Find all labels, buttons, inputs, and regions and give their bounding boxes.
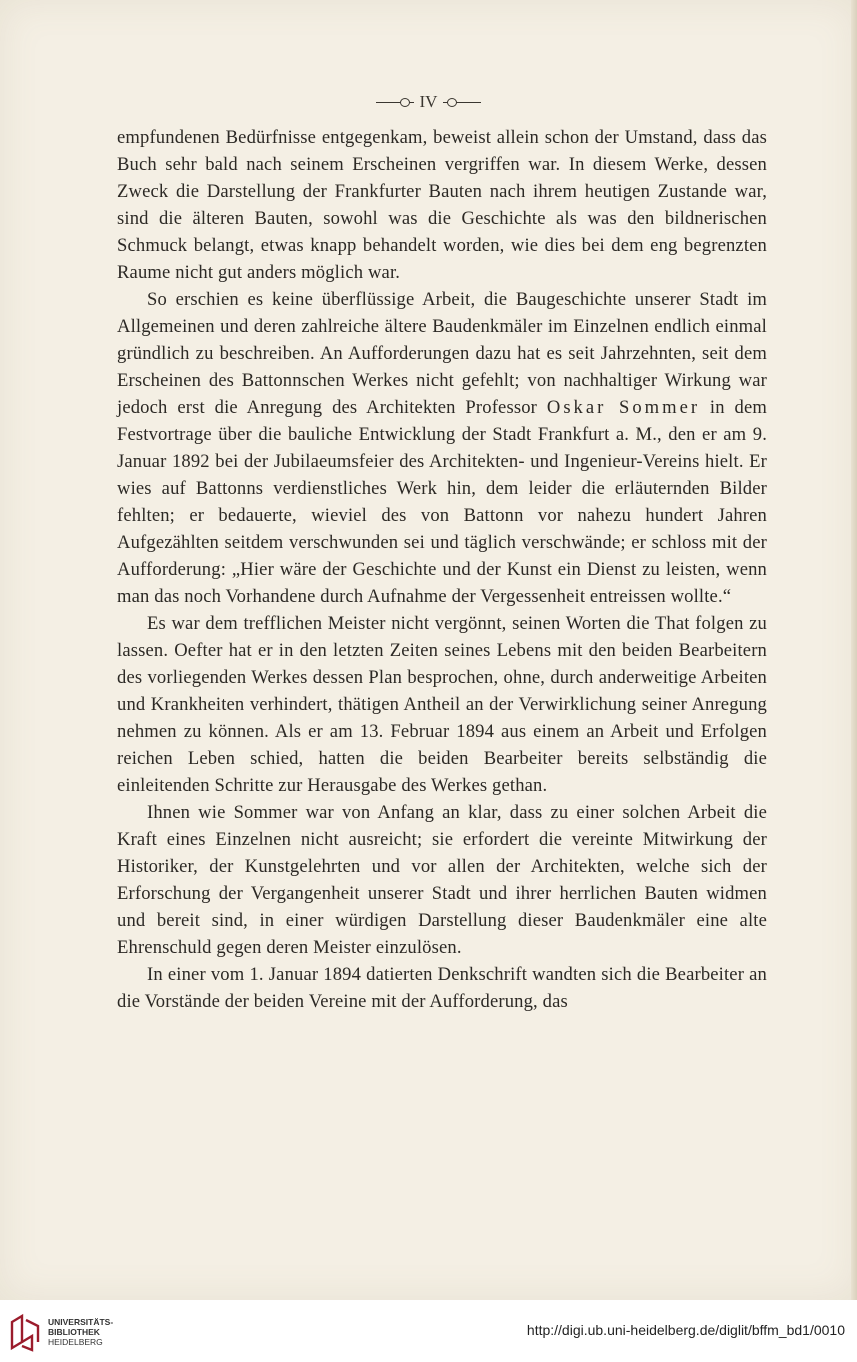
library-name-line-3: HEIDELBERG	[48, 1337, 103, 1347]
body-text	[117, 124, 767, 1015]
paragraph-3: Es war dem trefflichen Meister nicht vergönnt, seinen Worten die That folgen zu lassen. Oefter hat er in den letzten Zeiten seines Lebens mit den beiden Bearbeitern des vorliegenden Werkes dessen Plan besprochen, ohne, durch anderweitige Arbeiten und Krankheiten verhindert, thätigen Antheil an der Verwirklichung seiner Anregung nehmen zu können. Als er am 13. Februar 1894 aus einem an Arbeit und Erfolgen reichen Leben schied, hatten die beiden Bearbeiter bereits selbständig die einleitenden Schritte zur Herausgabe des Werkes gethan.	[117, 613, 767, 796]
paragraph-2	[117, 286, 767, 610]
viewer-footer	[0, 1300, 857, 1362]
ornament-left-icon	[376, 97, 414, 107]
permalink-url[interactable]: http://digi.ub.uni-heidelberg.de/diglit/bffm_bd1/0010	[526, 1322, 845, 1338]
paragraph-5: In einer vom 1. Januar 1894 datierten Denkschrift wandten sich die Bearbeiter an die Vorstände der beiden Vereine mit der Aufforderung, das	[117, 964, 767, 1012]
library-name	[48, 1317, 113, 1347]
paragraph-4: Ihnen wie Sommer war von Anfang an klar, dass zu einer solchen Arbeit die Kraft eines Einzelnen nicht ausreicht; sie erfordert die vereinte Mitwirkung der Historiker, der Kunstgelehrten und vor allen der Architekten, welche sich der Erforschung der Vergangenheit unserer Stadt und ihrer herrlichen Bauten widmen und bereit sind, in einer würdigen Darstellung dieser Baudenkmäler eine alte Ehrenschuld gegen deren Meister einzulösen.	[117, 802, 767, 958]
university-library-logo-icon	[8, 1312, 42, 1352]
library-name-line-1: UNIVERSITÄTS-	[48, 1317, 114, 1327]
page-number: IV	[419, 92, 438, 111]
library-name-line-2: BIBLIOTHEK	[48, 1327, 100, 1337]
page-header	[0, 92, 857, 112]
ornament-right-icon	[443, 97, 481, 107]
paragraph-2-end: in dem Festvortrage über die bauliche Entwicklung der Stadt Frankfurt a. M., den er am 9. Januar 1892 bei der Jubilaeumsfeier des Architekten- und Ingenieur-Vereins hielt. Er wies auf Battonns verdienstliches Werk hin, dem leider die erläuternden Bilder fehlten; er bedauerte, wieviel des von Battonn vor nahezu hundert Jahren Aufgezählten seitdem verschwunden sei und täglich verschwände; er schloss mit der Aufforderung: „Hier wäre der Geschichte und der Kunst ein Dienst zu leisten, wenn man das noch Vorhandene durch Aufnahme der Vergessenheit entreissen wollte.“	[117, 397, 767, 607]
paragraph-1: empfundenen Bedürfnisse entgegenkam, beweist allein schon der Umstand, dass das Buch sehr bald nach seinem Erscheinen vergriffen war. In diesem Werke, dessen Zweck die Darstellung der Frankfurter Bauten nach ihrem heutigen Zustande war, sind die älteren Bauten, sowohl was die Geschichte als was den bildnerischen Schmuck belangt, etwas knapp behandelt worden, wie dies bei dem eng begrenzten Raume nicht gut anders möglich war.	[117, 127, 767, 283]
spaced-name: Oskar Sommer	[546, 397, 701, 418]
paragraph-2-start: So erschien es keine überflüssige Arbeit, die Baugeschichte unserer Stadt im Allgemeinen und deren zahlreiche ältere Baudenkmäler im Einzelnen endlich einmal gründlich zu beschreiben. An Aufforderungen dazu hat es seit Jahrzehnten, seit dem Erscheinen des Battonnschen Werkes nicht gefehlt; von nachhaltiger Wirkung war jedoch erst die Anregung des Architekten Professor	[117, 289, 767, 418]
